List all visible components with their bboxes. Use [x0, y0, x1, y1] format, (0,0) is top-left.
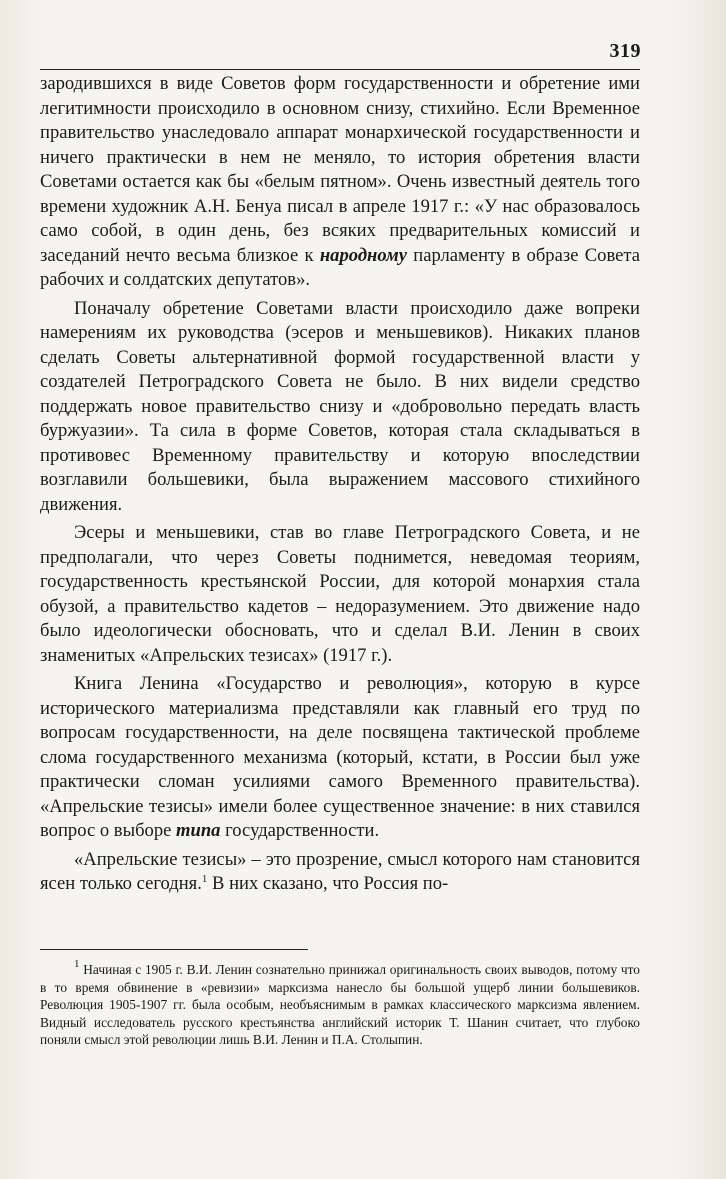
header-rule: [40, 69, 640, 70]
footnote-text: Начиная с 1905 г. В.И. Ленин сознательно принижал оригинальность своих выводов, потому что в то время обвинение в «ревизии» марксизма нанесло бы большой ущерб линии большевиков. Революция 1905-1907 гг. была особым, необъяснимым в рамках классического марксизма явлением. Видный исследователь русского крестьянства английский историк Т. Шанин считает, что глубоко поняли смысл этой революции лишь В.И. Ленин и П.А. Столыпин.: [40, 962, 640, 1048]
footnote-paragraph: [40, 958, 640, 1049]
paragraph-5-tail: В них сказано, что Россия по-: [207, 873, 449, 894]
footnote: [40, 958, 640, 1049]
paragraph-5: [40, 848, 640, 897]
paragraph-1-emphasis: народному: [319, 244, 407, 266]
paragraph-1: [40, 72, 640, 293]
paragraph-4-text: Книга Ленина «Государство и революция», которую в курсе исторического материализма представляли как главный его труд по вопросам государственности, на деле посвящена тактической проблеме слома государственного механизма (который, кстати, в России был уже практически сломан усилиями самого Временного правительства). «Апрельские тезисы» имели более существенное значение: в них ставился вопрос о выборе: [40, 673, 640, 841]
page-number: 319: [609, 40, 641, 62]
paragraph-4: [40, 672, 640, 844]
paragraph-3: Эсеры и меньшевики, став во главе Петроградского Совета, и не предполагали, что через Советы поднимется, неведомая теориям, государственность крестьянской России, для которой монархия стала обузой, а правительство кадетов – недоразумением. Это движение надо было идеологически обосновать, что и сделал В.И. Ленин в своих знаменитых «Апрельских тезисах» (1917 г.).: [40, 522, 640, 666]
main-text: [40, 72, 640, 897]
paragraph-1-tail: парламенту в образе Совета рабочих и солдатских депутатов».: [40, 244, 640, 290]
footnote-reference: 1: [201, 873, 208, 885]
paragraph-4-tail: государственности.: [220, 820, 380, 841]
paragraph-4-emphasis: типа: [176, 820, 221, 841]
paragraph-2: Поначалу обретение Советами власти происходило даже вопреки намерениям их руководства (эсеров и меньшевиков). Никаких планов сделать Советы альтернативной формой государственной власти у создателей Петроградского Совета не было. В них видели средство поддержать новое правительство снизу и «добровольно передать власть буржуазии». Та сила в форме Советов, которая стала складываться в противовес Временному правительству и которую впоследствии возглавили большевики, была выражением массового стихийного движения.: [40, 297, 640, 515]
footnote-rule: [40, 949, 308, 950]
paragraph-5-text: «Апрельские тезисы» – это прозрение, смысл которого нам становится ясен только сегодня.: [40, 848, 640, 894]
paragraph-1-text: зародившихся в виде Советов форм государственности и обретение ими легитимности происходило в основном снизу, стихийно. Если Временное правительство унаследовало аппарат монархической государственности и ничего практически в нем не меняло, то история обретения власти Советами остается как бы «белым пятном». Очень известный деятель того времени художник А.Н. Бенуа писал в апреле 1917 г.: «У нас образовалось само собой, в один день, без всяких предварительных комиссий и заседаний нечто весьма близкое к: [40, 73, 640, 266]
footnote-mark: 1: [74, 958, 80, 970]
